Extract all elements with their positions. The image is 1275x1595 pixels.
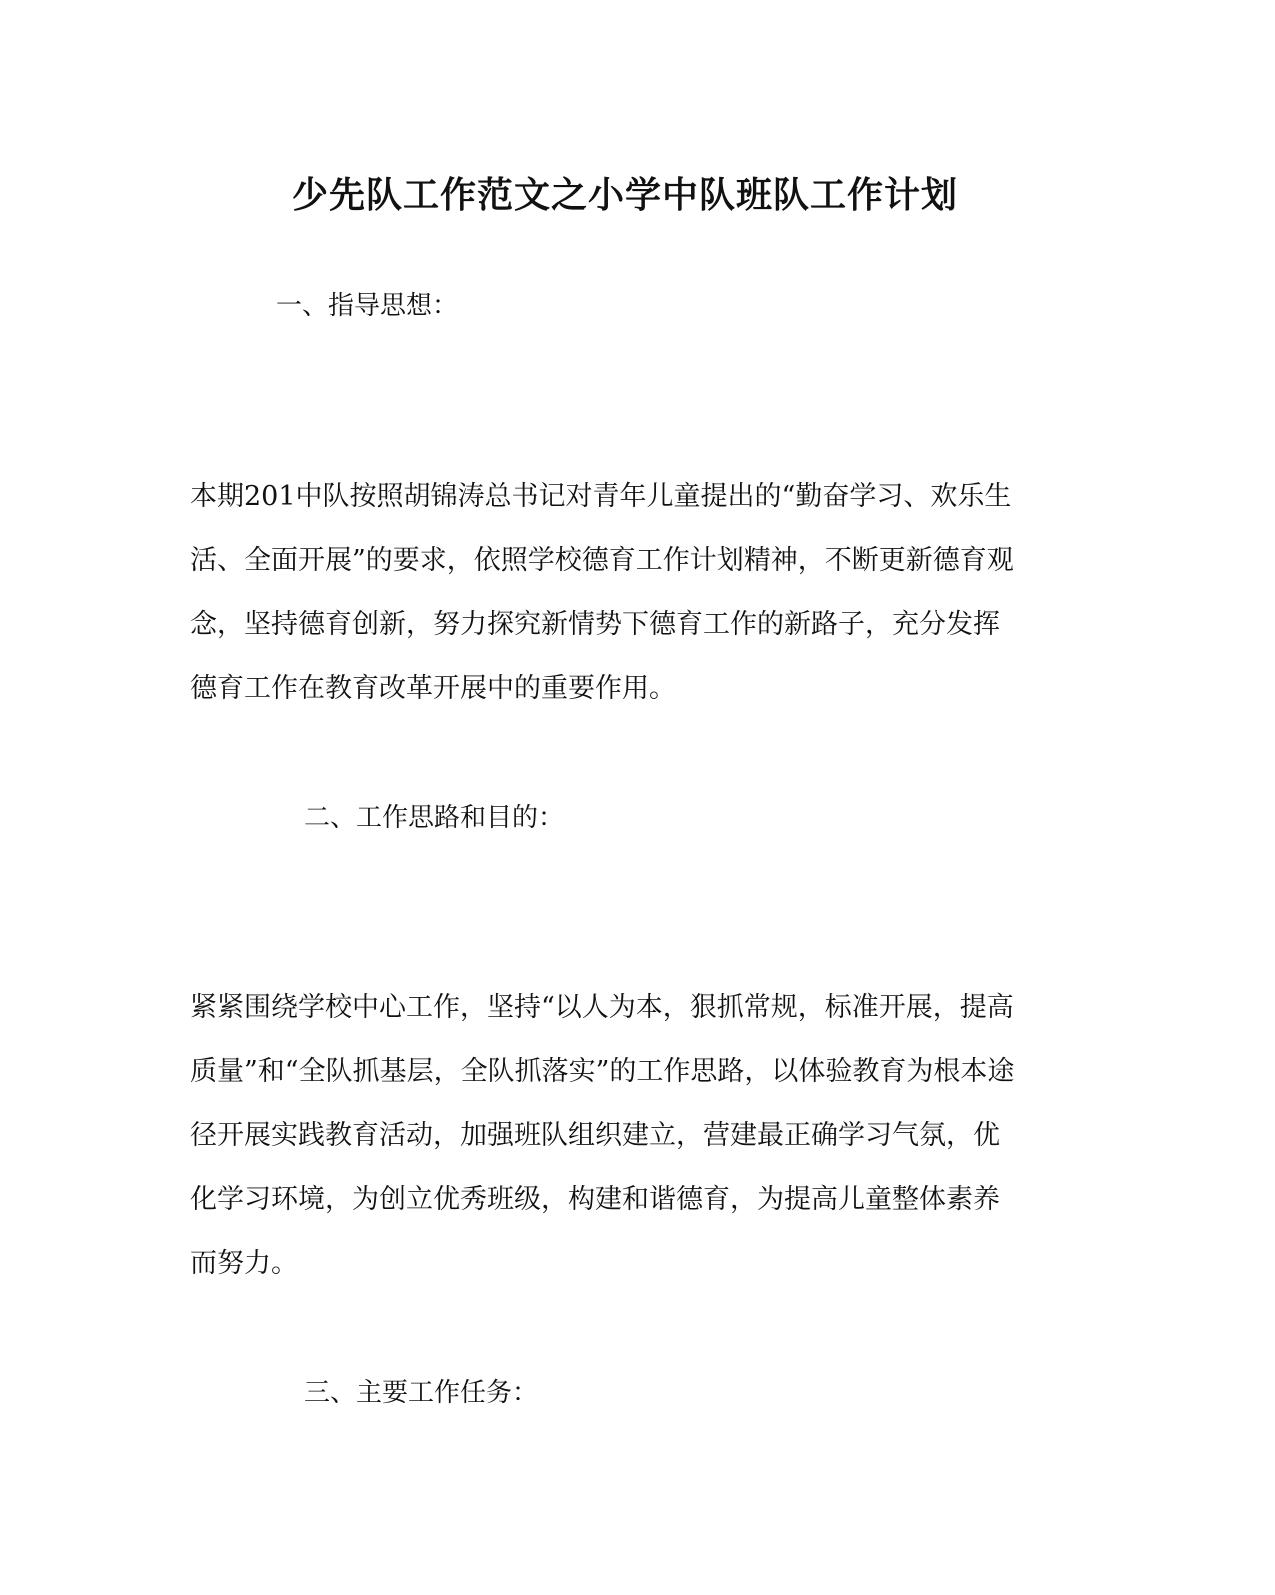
paragraph-line: 化学习环境，为创立优秀班级，构建和谐德育，为提高儿童整体素养 [190,1184,1000,1215]
paragraph-line: 径开展实践教育活动，加强班队组织建立，营建最正确学习气氛，优 [190,1120,1000,1151]
paragraph-line: 本期201中队按照胡锦涛总书记对青年儿童提出的“勤奋学习、欢乐生 [190,481,1012,512]
document-title: 少先队工作范文之小学中队班队工作计划 [291,175,958,216]
section-paragraph-work-ideas [190,976,1070,1296]
section-heading-work-ideas: 二、工作思路和目的： [304,803,565,833]
paragraph-line: 活、全面开展”的要求，依照学校德育工作计划精神，不断更新德育观 [190,545,1014,576]
paragraph-line: 而努力。 [190,1248,298,1279]
paragraph-line: 紧紧围绕学校中心工作，坚持“以人为本，狠抓常规，标准开展，提高 [190,992,1014,1023]
paragraph-line: 念，坚持德育创新，努力探究新情势下德育工作的新路子，充分发挥 [190,609,1000,640]
paragraph-line: 质量”和“全队抓基层，全队抓落实”的工作思路，以体验教育为根本途 [190,1056,1015,1087]
section-paragraph-guiding-ideology [190,465,1070,721]
paragraph-line: 德育工作在教育改革开展中的重要作用。 [190,673,676,704]
section-heading-main-tasks: 三、主要工作任务： [304,1378,539,1408]
section-heading-guiding-ideology: 一、指导思想： [276,291,459,321]
